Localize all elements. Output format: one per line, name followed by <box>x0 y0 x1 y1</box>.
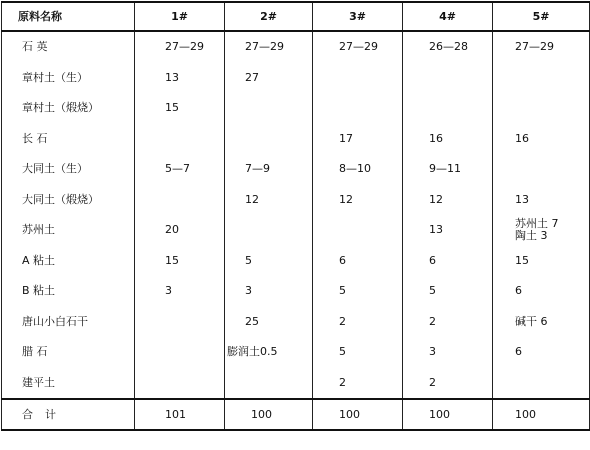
cell: 8—10 <box>313 154 403 185</box>
cell <box>225 124 313 155</box>
row-name: 建平土 <box>2 368 135 400</box>
cell <box>225 368 313 400</box>
header-material-name: 原料名称 <box>2 2 135 31</box>
total-cell: 101 <box>135 399 225 430</box>
cell: 6 <box>493 337 590 368</box>
row-name: 腊 石 <box>2 337 135 368</box>
row-name: 大同土（生） <box>2 154 135 185</box>
row-name: 长 石 <box>2 124 135 155</box>
cell <box>493 368 590 400</box>
cell <box>225 215 313 246</box>
cell <box>403 93 493 124</box>
row-name: A 粘土 <box>2 246 135 277</box>
cell: 15 <box>493 246 590 277</box>
cell: 碱干 6 <box>493 307 590 338</box>
cell <box>135 368 225 400</box>
table-row <box>2 185 590 216</box>
row-name: 章村土（煅烧） <box>2 93 135 124</box>
cell: 2 <box>403 368 493 400</box>
cell <box>135 337 225 368</box>
cell: 13 <box>403 215 493 246</box>
cell <box>135 185 225 216</box>
cell: 16 <box>493 124 590 155</box>
cell <box>135 307 225 338</box>
cell: 16 <box>403 124 493 155</box>
cell: 6 <box>403 246 493 277</box>
cell: 27—29 <box>313 31 403 63</box>
cell: 27—29 <box>493 31 590 63</box>
cell: 12 <box>403 185 493 216</box>
cell <box>493 93 590 124</box>
cell: 13 <box>135 63 225 94</box>
cell: 5—7 <box>135 154 225 185</box>
table-row <box>2 93 590 124</box>
cell <box>313 63 403 94</box>
cell: 13 <box>493 185 590 216</box>
cell: 2 <box>313 307 403 338</box>
cell: 2 <box>313 368 403 400</box>
table-row <box>2 246 590 277</box>
cell: 5 <box>313 337 403 368</box>
cell: 17 <box>313 124 403 155</box>
cell: 15 <box>135 93 225 124</box>
total-label: 合计 <box>2 399 135 430</box>
table-row <box>2 337 590 368</box>
total-row <box>2 399 590 430</box>
total-cell: 100 <box>493 399 590 430</box>
cell: 27—29 <box>135 31 225 63</box>
header-col-4: 4# <box>403 2 493 31</box>
cell: 3 <box>403 337 493 368</box>
cell <box>313 93 403 124</box>
cell-line-2: 陶土 3 <box>515 229 548 243</box>
header-row <box>2 2 590 31</box>
cell: 5 <box>225 246 313 277</box>
header-col-2: 2# <box>225 2 313 31</box>
cell: 12 <box>225 185 313 216</box>
total-cell: 100 <box>225 399 313 430</box>
cell: 5 <box>313 276 403 307</box>
cell: 27 <box>225 63 313 94</box>
row-name: 苏州土 <box>2 215 135 246</box>
cell <box>403 63 493 94</box>
table-row <box>2 63 590 94</box>
row-name: B 粘土 <box>2 276 135 307</box>
table-row <box>2 215 590 246</box>
header-col-5: 5# <box>493 2 590 31</box>
cell <box>225 93 313 124</box>
total-cell: 100 <box>313 399 403 430</box>
cell: 3 <box>135 276 225 307</box>
cell: 膨润土0.5 <box>225 337 313 368</box>
table-row <box>2 276 590 307</box>
cell: 5 <box>403 276 493 307</box>
table-row <box>2 368 590 400</box>
table-row <box>2 31 590 63</box>
raw-material-table <box>1 1 590 431</box>
total-cell: 100 <box>403 399 493 430</box>
cell <box>135 124 225 155</box>
cell: 12 <box>313 185 403 216</box>
cell: 27—29 <box>225 31 313 63</box>
header-col-3: 3# <box>313 2 403 31</box>
table-row <box>2 307 590 338</box>
cell: 7—9 <box>225 154 313 185</box>
cell: 6 <box>493 276 590 307</box>
cell-line-1: 苏州土 7 <box>515 217 559 231</box>
cell <box>313 215 403 246</box>
table-row <box>2 154 590 185</box>
row-name: 石 英 <box>2 31 135 63</box>
cell <box>493 63 590 94</box>
cell: 9—11 <box>403 154 493 185</box>
cell: 26—28 <box>403 31 493 63</box>
row-name: 章村土（生） <box>2 63 135 94</box>
cell <box>493 154 590 185</box>
cell: 20 <box>135 215 225 246</box>
header-col-1: 1# <box>135 2 225 31</box>
cell-two-line <box>493 215 590 246</box>
table-row <box>2 124 590 155</box>
row-name: 唐山小白石干 <box>2 307 135 338</box>
cell: 3 <box>225 276 313 307</box>
cell: 25 <box>225 307 313 338</box>
row-name: 大同土（煅烧） <box>2 185 135 216</box>
cell: 2 <box>403 307 493 338</box>
cell: 15 <box>135 246 225 277</box>
cell: 6 <box>313 246 403 277</box>
